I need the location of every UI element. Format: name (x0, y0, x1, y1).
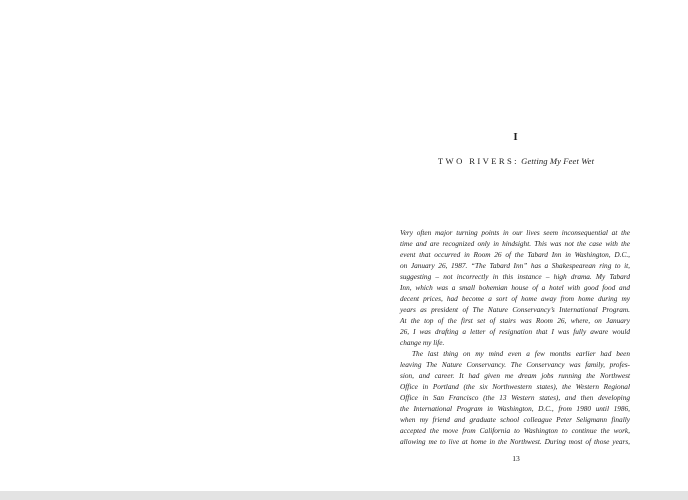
text-line: event that occurred in Room 26 of the Tabard Inn in Washington, D.C., (400, 250, 630, 259)
text-line: accepted the move from California to Washington to continue the work, (400, 426, 630, 435)
text-line: allowing me to live at home in the Northwest. During most of those years, (400, 437, 630, 446)
text-line: Very often major turning points in our lives seem inconsequential at the (400, 228, 630, 237)
text-line: Inn, which was a small bohemian house of a hotel with good food and (400, 283, 630, 292)
text-line: At the top of the first set of stairs was Room 26, where, on January (400, 316, 630, 325)
chapter-subtitle: Getting My Feet Wet (521, 156, 595, 166)
text-line: years as president of The Nature Conservancy’s International Program. (400, 305, 630, 314)
text-line: the International Program in Washington, D.C., from 1980 until 1986, (400, 404, 630, 413)
text-line: time and are recognized only in hindsight. This was not the case with the (400, 239, 630, 248)
bottom-edge (0, 491, 688, 500)
text-line: on January 26, 1987. “The Tabard Inn” has a Shakespearean ring to it, (400, 261, 630, 270)
text-line: leaving The Nature Conservancy. The Conservancy was family, profes- (400, 360, 630, 369)
chapter-number: I (513, 131, 519, 143)
right-page (344, 0, 688, 491)
text-line: suggesting – not incorrectly in this instance – high drama. My Tabard (400, 272, 630, 281)
chapter-title (384, 156, 648, 166)
text-line: The last thing on my mind even a few months earlier had been (412, 349, 630, 358)
page-number: 13 (512, 454, 520, 463)
text-line: 26, I was drafting a letter of resignation that I was fully aware would (400, 327, 630, 336)
body-text (400, 227, 630, 447)
text-line: change my life. (400, 338, 445, 347)
text-line: Office in Portland (the six Northwestern states), the Western Regional (400, 382, 630, 391)
text-line: when my friend and graduate school colleague Peter Seligmann finally (400, 415, 630, 424)
left-page (0, 0, 344, 491)
text-line: decent prices, had become a sort of home away from home during my (400, 294, 630, 303)
text-line: Office in San Francisco (the 13 Western states), and then developing (400, 393, 630, 402)
chapter-title-main: TWO RIVERS: (437, 156, 519, 166)
text-line: sion, and career. It had given me dream jobs running the Northwest (400, 371, 630, 380)
